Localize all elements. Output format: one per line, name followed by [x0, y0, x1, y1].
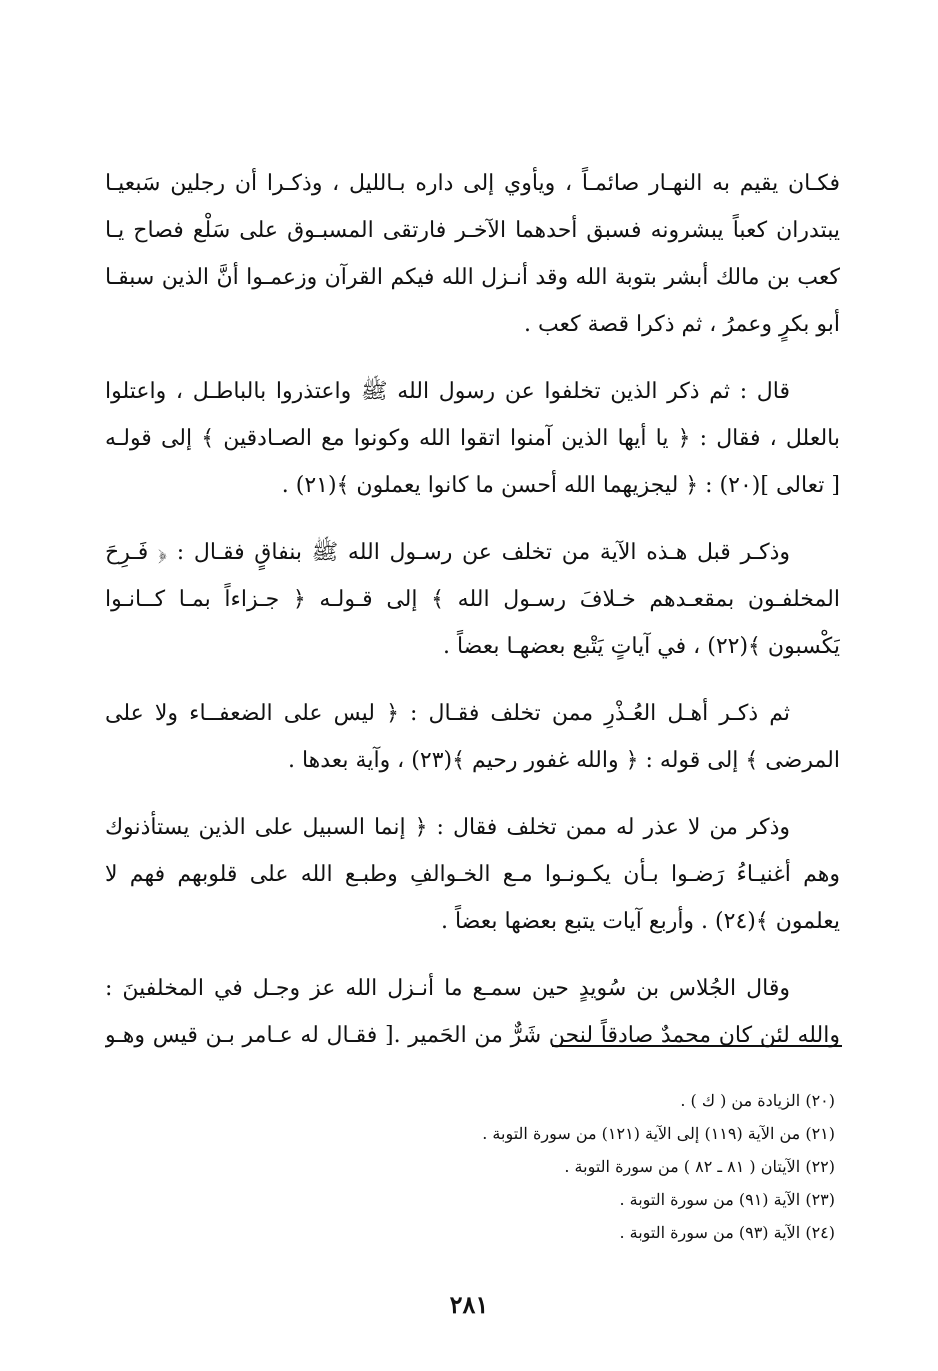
paragraph-4 — [105, 690, 840, 784]
footnote-item: (٢١) من الآية (١١٩) إلى الآية (١٢١) من سورة التوبة . — [482, 1124, 835, 1143]
footnote-divider — [552, 1045, 842, 1047]
footnote-item: (٢٤) الآية (٩٣) من سورة التوبة . — [619, 1223, 835, 1242]
text-line: المرضى ﴾ إلى قوله : ﴿ والله غفور رحيم ﴾(٢٣) ، وآية بعدها . — [287, 748, 840, 773]
text-line: وقال الجُلاس بن سُويدٍ حين سمـع ما أنـزل الله عز وجـل في المخلفينَ : — [105, 976, 790, 1001]
text-line: كعب بن مالك أبشر بتوبة الله وقد أنـزل الله فيكم القرآن وزعمـوا أنَّ الذين سبقـا — [105, 265, 840, 290]
text-line: وذكر من لا عذر له ممن تخلف فقال : ﴿ إنما السبيل على الذين يستأذنوك — [105, 815, 790, 840]
footnote-item: (٢٢) الآيتان ( ٨١ ـ ٨٢ ) من سورة التوبة . — [564, 1157, 835, 1176]
footnote-item: (٢٣) الآية (٩١) من سورة التوبة . — [619, 1190, 835, 1209]
text-line: يَكْسبون ﴾(٢٢) ، في آياتٍ يَتْبع بعضهـا بعضاً . — [442, 634, 840, 659]
footnote-item: (٢٠) الزيادة من ( ك ) . — [680, 1091, 835, 1110]
text-line: وهم أغنيـاءُ رَضـوا بـأن يكـونـوا مـع الخـوالفِ وطبـع الله على قلوبهم فهم لا — [105, 862, 840, 887]
text-line: يعلمون ﴾(٢٤) . وأربع آيات يتبع بعضها بعضاً . — [440, 909, 840, 934]
paragraph-2 — [105, 368, 840, 509]
text-line: بالعلل ، فقال : ﴿ يا أيها الذين آمنوا اتقوا الله وكونوا مع الصـادقين ﴾ إلى قولـه — [105, 426, 840, 451]
text-line: وذكـر قبل هـذه الآية من تخلف عن رسـول الله ﷺ بنفاقٍ فقـال : ﴿ فَـرِحَ — [105, 540, 790, 565]
text-line: والله لئن كان محمدٌ صادقاً لنحن شَرٌّ من الحَمير .[ فقـال له عـامر بـن قيس وهـو — [105, 1023, 840, 1048]
text-line: ثم ذكـر أهـل العُـذْرِ ممن تخلف فقـال : ﴿ ليس على الضعفــاء ولا على — [105, 701, 790, 726]
text-line: قال : ثم ذكر الذين تخلفوا عن رسول الله ﷺ واعتذروا بالباطـل ، واعتلوا — [105, 379, 790, 404]
paragraph-3 — [105, 529, 840, 670]
text-line: [ تعالى ](٢٠) : ﴿ ليجزيهما الله أحسن ما كانوا يعملون ﴾(٢١) . — [281, 473, 840, 498]
footnotes — [300, 1084, 835, 1249]
text-line: فكـان يقيم به النهـار صائمـاً ، ويأوي إلى داره بـالليل ، وذكـرا أن رجلين سَبعيـا — [105, 171, 840, 196]
paragraph-1 — [105, 160, 840, 348]
text-line: المخلفـون بمقعـدهم خـلافَ رسـول الله ﴾ إلى قـولـه ﴿ جـزاءاً بمـا كــانـوا — [105, 587, 840, 612]
paragraph-5 — [105, 804, 840, 945]
main-text — [105, 160, 840, 1079]
text-line: يبتدران كعباً يبشرونه فسبق أحدهما الآخـر فارتقى المسبـوق على سَلْع فصاح يـا — [105, 218, 840, 243]
page-number: ٢٨١ — [449, 1290, 489, 1319]
text-line: أبو بكرٍ وعمرُ ، ثم ذكرا قصة كعب . — [523, 312, 840, 337]
